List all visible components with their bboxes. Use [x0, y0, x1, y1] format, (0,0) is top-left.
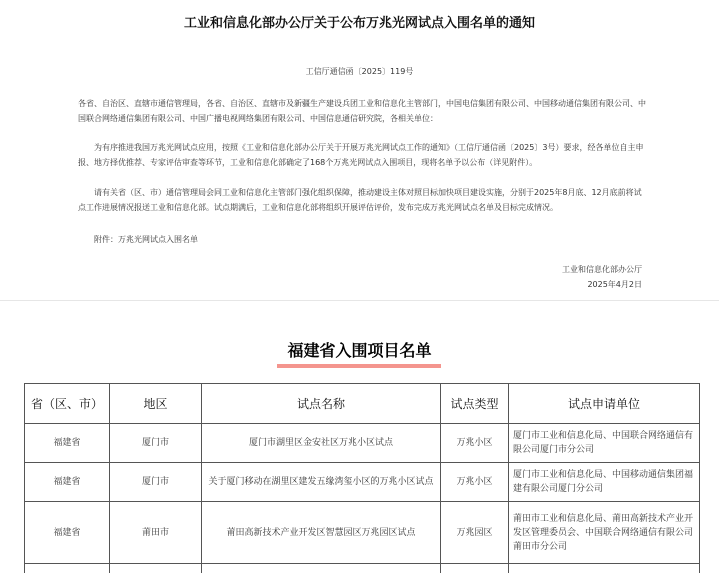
- cell-applicant: 莆田市工业和信息化局、莆田高新技术产业开发区管理委员会、中国联合网络通信有限公司莆田市分公司: [509, 502, 700, 564]
- col-region: 地区: [110, 384, 202, 424]
- date: 2025年4月2日: [587, 280, 642, 289]
- cell-applicant: 厦门市工业和信息化局、中国联合网络通信有限公司厦门市分公司: [509, 424, 700, 463]
- cell-applicant: 厦门市工业和信息化局、中国移动通信集团福建有限公司厦门分公司: [509, 463, 700, 502]
- doc-number: 工信厅通信函〔2025〕119号: [305, 67, 414, 76]
- col-applicant: 试点申请单位: [509, 384, 700, 424]
- signer: 工业和信息化部办公厅: [562, 265, 642, 274]
- cell-region: 厦门市: [110, 463, 202, 502]
- notice-title: 工业和信息化部办公厅关于公布万兆光网试点入围名单的通知: [183, 16, 535, 31]
- cell-type: 万兆小区: [441, 424, 509, 463]
- cell-name: 莆田高新技术产业开发区智慧园区万兆园区试点: [202, 502, 441, 564]
- cell-name: 厦门市湖里区金安社区万兆小区试点: [202, 424, 441, 463]
- cell-province: 福建省: [25, 424, 110, 463]
- paragraph-1: 为有序推进我国万兆光网试点应用，按照《工业和信息化部办公厅关于开展万兆光网试点工作的通知》（工信厅通信函〔2025〕3号）要求，经各单位自主申报、地方择优推荐、专家评估审查等环节，工业和信息化部确定了168个万兆光网试点入围项目，现将名单予以公布（详见附件）。: [78, 143, 644, 167]
- paragraph-2: 请有关省（区、市）通信管理局会同工业和信息化主管部门强化组织保障，推动建设主体对照目标加快项目建设实施，分别于2025年8月底、12月底前将试点工作进展情况报送工业和信息化部。试点期满后，工业和信息化部将组织开展评估评价，发布完成万兆光网试点名单及目标完成情况。: [78, 188, 642, 212]
- cell-type: 万兆小区: [441, 463, 509, 502]
- cell-name: 关于厦门移动在湖里区建发五缘湾玺小区的万兆小区试点: [202, 463, 441, 502]
- col-province: 省（区、市）: [25, 384, 110, 424]
- col-name: 试点名称: [202, 384, 441, 424]
- cell-province: 福建省: [25, 463, 110, 502]
- salutation: 各省、自治区、直辖市通信管理局，各省、自治区、直辖市及新疆生产建设兵团工业和信息化主管部门，中国电信集团有限公司、中国移动通信集团有限公司、中国联合网络通信集团有限公司、中国广播电视网络集团有限公司、中国信息通信研究院，各相关单位：: [78, 99, 646, 123]
- cell-type: 万兆园区: [441, 502, 509, 564]
- cell-province: 福建省: [25, 502, 110, 564]
- col-type: 试点类型: [441, 384, 509, 424]
- table-row-partial: [25, 564, 700, 573]
- attachment-line: 附件：万兆光网试点入围名单: [94, 235, 198, 244]
- table-row: [25, 463, 700, 502]
- cell-region: 莆田市: [110, 502, 202, 564]
- project-table: [24, 383, 700, 573]
- table-header: [25, 384, 700, 424]
- table-row: [25, 502, 700, 564]
- heading-underline: [277, 364, 441, 368]
- cell-region: 厦门市: [110, 424, 202, 463]
- list-heading: 福建省入围项目名单: [287, 341, 432, 360]
- divider: [0, 300, 719, 301]
- table-row: [25, 424, 700, 463]
